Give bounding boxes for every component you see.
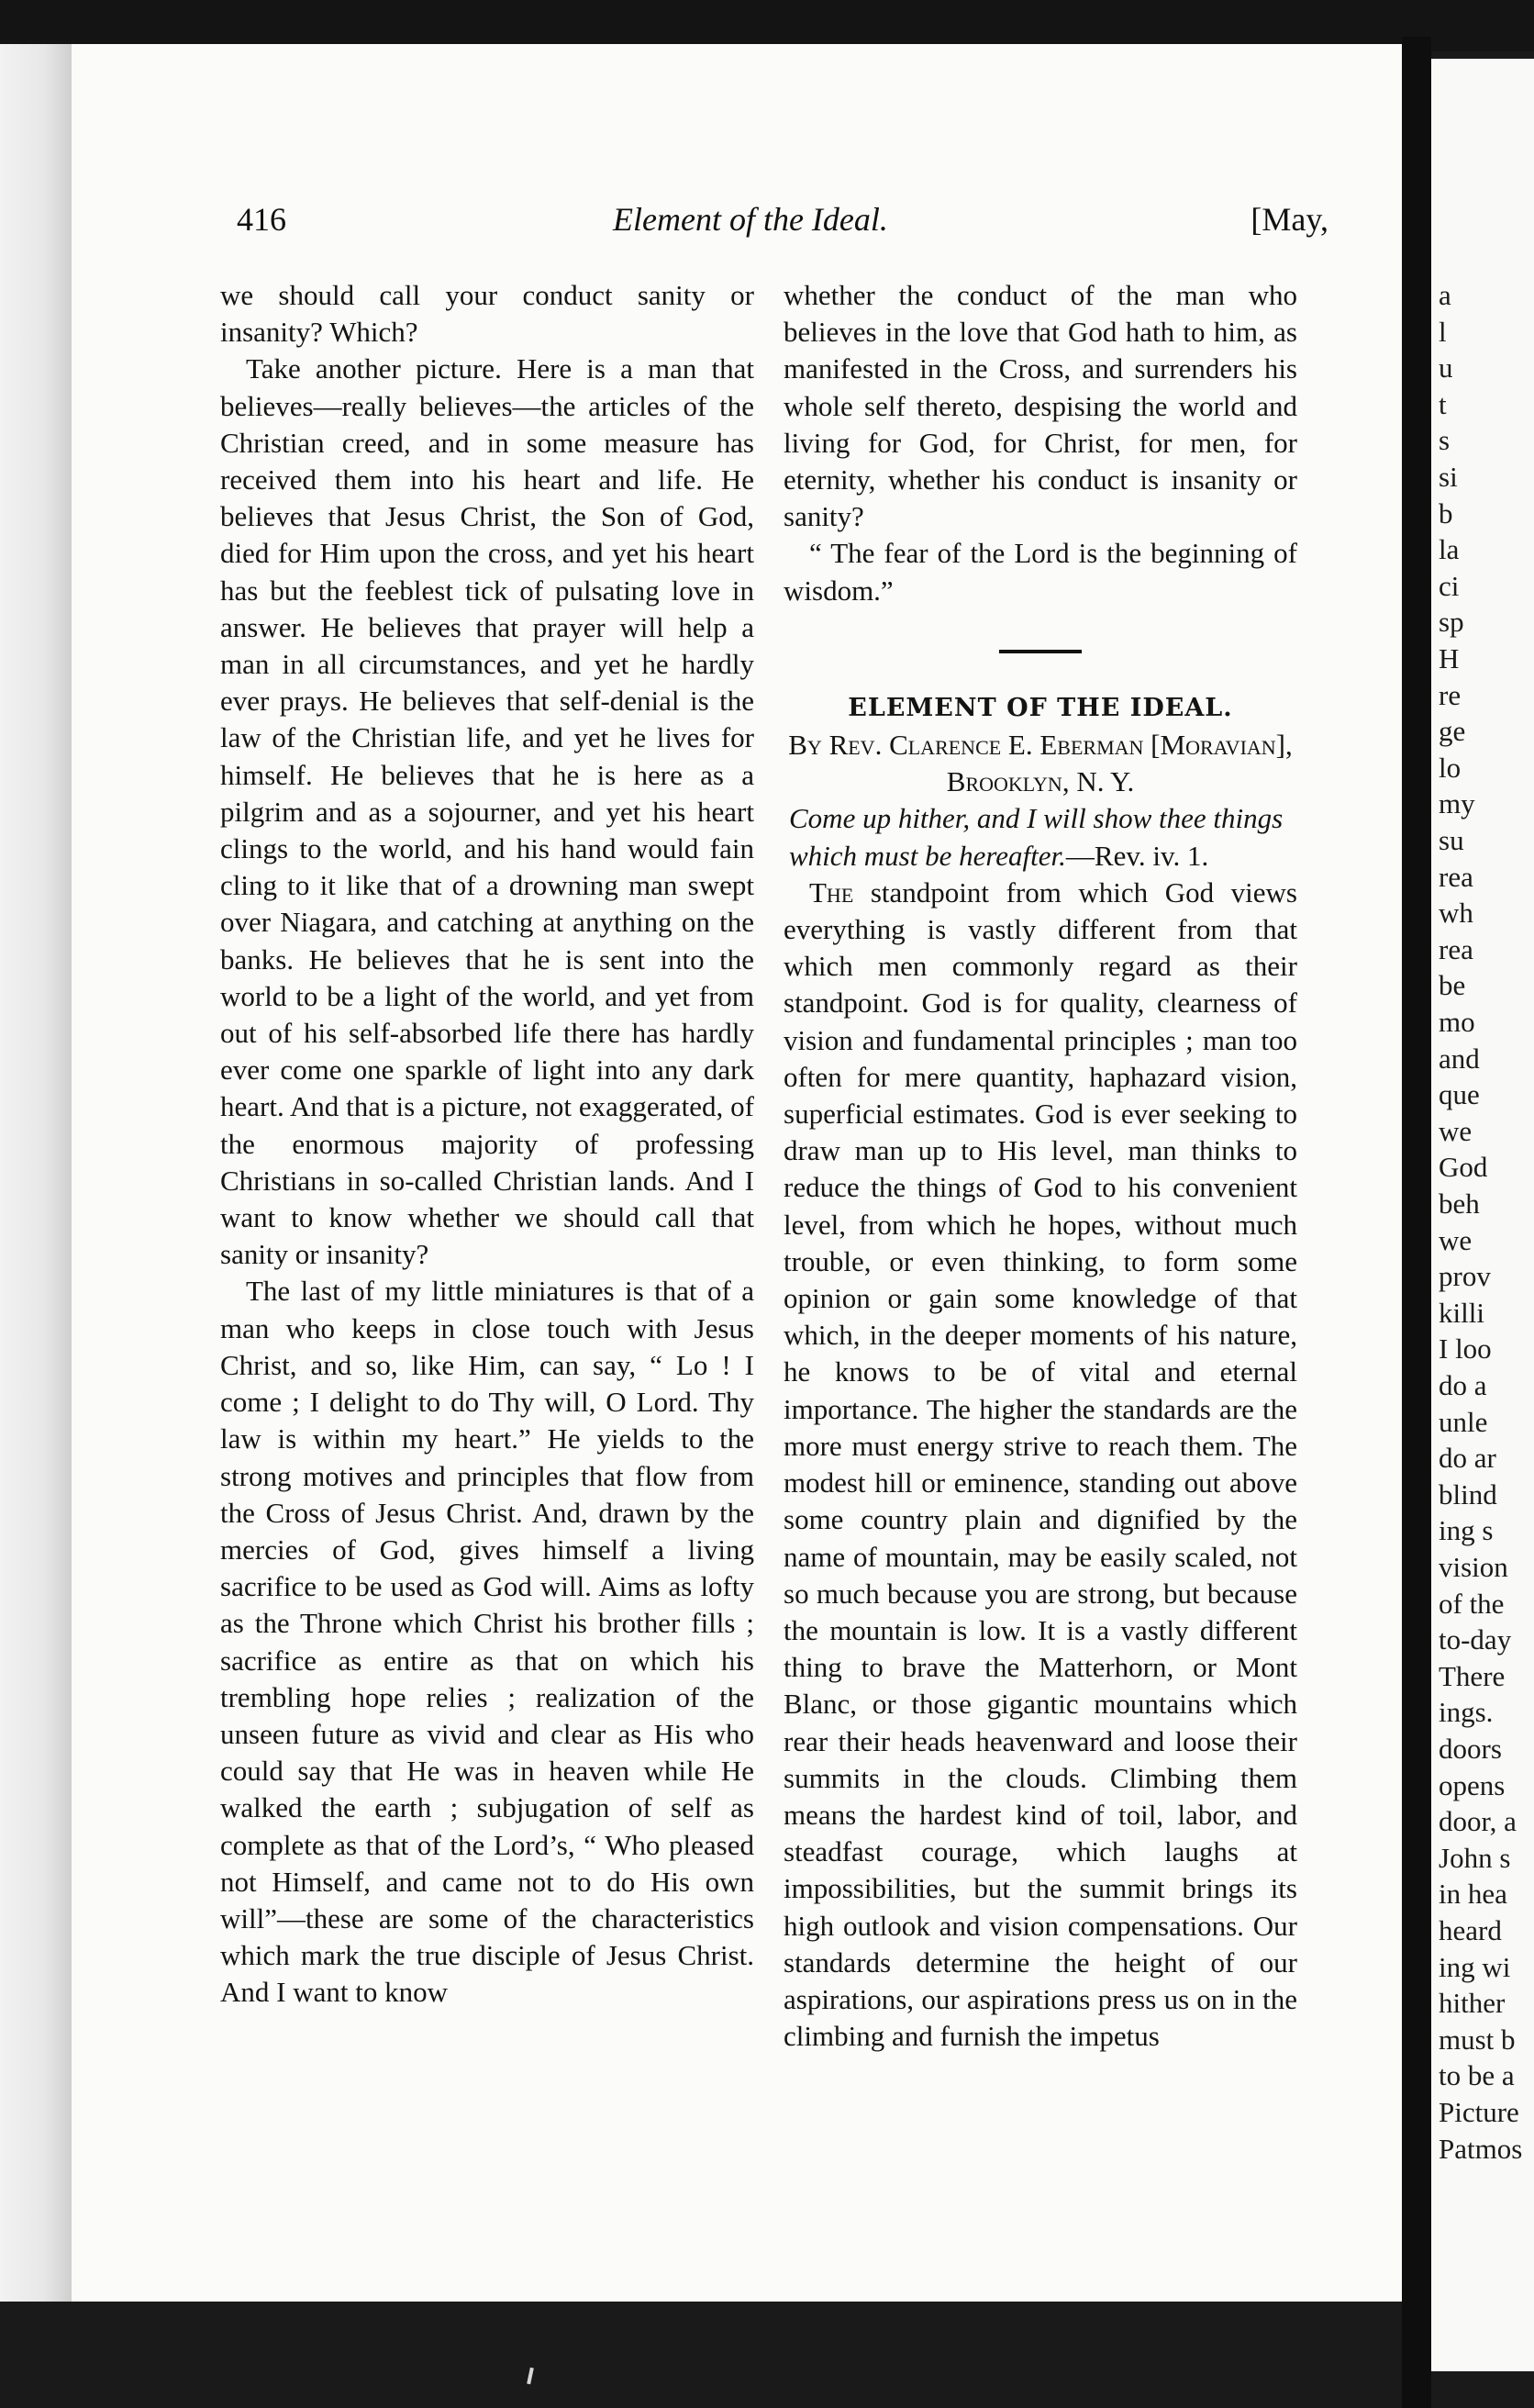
facing-page-fragment: a <box>1439 279 1451 311</box>
facing-page-fragment: que <box>1439 1078 1480 1111</box>
facing-page-fragment: hither <box>1439 1987 1506 2020</box>
facing-page-fragment: ing wi <box>1439 1950 1511 1983</box>
facing-page-fragment: sp <box>1439 606 1464 639</box>
running-month: [May, <box>1251 201 1328 238</box>
facing-page-fragment: unle <box>1439 1405 1488 1438</box>
facing-page-fragment: killi <box>1439 1296 1484 1329</box>
paragraph: whether the conduct of the man who believes in the love that God hath to him, as manifested in the Cross, and surrenders his whole self thereto, despising the world and living for God, for Christ, for men, for eternity, whether his conduct is insanity or sanity? <box>784 279 1297 533</box>
facing-page-fragment: must b <box>1439 2023 1516 2056</box>
facing-page-fragment: t <box>1439 387 1447 420</box>
facing-page-fragment: wh <box>1439 897 1473 930</box>
running-title: Element of the Ideal. <box>613 201 888 238</box>
left-page-edge <box>0 44 73 2302</box>
facing-page-fragment: in hea <box>1439 1878 1507 1911</box>
epigraph-quote: Come up hither, and I will show thee things which must be hereafter. <box>789 802 1284 872</box>
facing-page-fragment: of the <box>1439 1587 1505 1620</box>
facing-page-fragment: be <box>1439 969 1466 1002</box>
facing-page-fragment: ings. <box>1439 1696 1494 1729</box>
body-first-word: The <box>809 875 854 909</box>
section-divider <box>999 650 1082 653</box>
epigraph <box>784 800 1297 874</box>
facing-page-fragment: H <box>1439 642 1460 674</box>
paragraph: “ The fear of the Lord is the beginning of wisdom.” <box>784 537 1297 607</box>
facing-page-fragment: we <box>1439 1223 1473 1256</box>
facing-page-fragment: doors <box>1439 1733 1502 1765</box>
facing-page-fragment: s <box>1439 424 1451 457</box>
facing-page-fragment: mo <box>1439 1006 1475 1038</box>
article-title: ELEMENT OF THE IDEAL. <box>848 693 1233 722</box>
facing-page-fragment: God <box>1439 1151 1488 1184</box>
facing-page-fragment: su <box>1439 824 1464 856</box>
facing-page-fragment: beh <box>1439 1187 1480 1220</box>
facing-page-fragment: ing s <box>1439 1514 1494 1547</box>
scan-mark <box>527 2368 534 2384</box>
facing-page-fragment: John s <box>1439 1841 1511 1874</box>
facing-page-fragment: blind <box>1439 1477 1497 1511</box>
facing-page-fragment: l <box>1439 315 1447 348</box>
facing-page-fragment: my <box>1439 787 1475 820</box>
facing-page-fragment: lo <box>1439 751 1462 784</box>
facing-page-fragment: u <box>1439 351 1453 385</box>
facing-page-fragment: opens <box>1439 1768 1506 1801</box>
facing-page-edge <box>1431 59 1534 2371</box>
facing-page-fragment: ci <box>1439 569 1460 602</box>
facing-page-fragment: do ar <box>1439 1442 1496 1475</box>
facing-page-fragment: and <box>1439 1042 1480 1075</box>
page-number: 416 <box>237 201 286 238</box>
facing-page-fragment: I loo <box>1439 1332 1492 1366</box>
facing-page-fragment: prov <box>1439 1260 1491 1293</box>
paragraph: we should call your conduct sanity or insanity? Which? <box>220 279 754 349</box>
facing-page-fragment: si <box>1439 461 1458 493</box>
facing-page-fragment: do a <box>1439 1369 1487 1401</box>
facing-page-fragment: vision <box>1439 1551 1508 1583</box>
paragraph: Take another picture. Here is a man that believes—really believes—the articles of the Christian creed, and in some measure has received them into his heart and life. He believes that Jesus Christ, the Son of God, died for Him upon the cross, and yet his heart has but the feeblest tick of pulsating love in answer. He believes that prayer will help a man in all circumstances, and yet he hardly ever prays. He believes that self-denial is the law of the Christian life, and yet he lives for himself. He believes that he is here as a pilgrim and as a sojourner, and yet his heart clings to the world, and his hand would fain cling to it like that of a drowning man swept over Niagara, and catching at anything on the banks. He believes that he is sent into the world to be a light of the world, and yet from out of his self-absorbed life there has hardly ever come one sparkle of light into any dark heart. And that is a picture, not exaggerated, of the enormous majority of professing Christians in so-called Christian lands. And I want to know whether we should call that sanity or insanity? <box>220 352 754 1271</box>
page-header <box>237 200 1328 246</box>
facing-page-fragment: to-day <box>1439 1623 1512 1656</box>
facing-page-fragment: la <box>1439 533 1460 566</box>
facing-page-fragment: re <box>1439 678 1462 711</box>
book-gutter <box>1402 37 1431 2408</box>
facing-page-fragment: door, a <box>1439 1805 1517 1838</box>
facing-page-fragment: rea <box>1439 932 1473 965</box>
facing-page-fragment: Patmos <box>1439 2132 1523 2165</box>
facing-page-fragment: we <box>1439 1114 1473 1147</box>
byline: By Rev. Clarence E. Eberman [Moravian], Brooklyn, N. Y. <box>788 729 1293 798</box>
paragraph: The last of my little miniatures is that of a man who keeps in close touch with Jesus Christ, and so, like Him, can say, “ Lo ! I come ; I delight to do Thy will, O Lord. Thy law is within my heart.” He yields to the strong motives and principles that flow from the Cross of Jesus Christ. And, drawn by the mercies of God, gives himself a living sacrifice to be used as God will. Aims as lofty as the Throne which Christ his brother fills ; sacrifice as entire as that on which his trembling hope relies ; realization of the unseen future as vivid and clear as His who could say that He was in heaven while He walked the earth ; subjugation of self as complete as that of the Lord’s, “ Who pleased not Himself, and came not to do His own will”—these are some of the characteristics which mark the true disciple of Jesus Christ. And I want to know <box>220 1275 754 2009</box>
facing-page-fragment: There <box>1439 1659 1506 1692</box>
epigraph-reference: —Rev. iv. 1. <box>1065 839 1209 872</box>
facing-page-fragment: b <box>1439 496 1453 530</box>
article-body <box>784 875 1297 2056</box>
facing-page-fragment: ge <box>1439 715 1466 748</box>
left-column <box>220 277 754 2012</box>
facing-page-fragment: Picture <box>1439 2096 1519 2128</box>
body-text: standpoint from which God views everything is vastly different from that which men commonly regard as their standpoint. God is for quality, clearness of vision and fundamental principles ; man too often for mere quantity, haphazard vision, superficial estimates. God is ever seeking to draw man up to His level, man thinks to reduce the things of God to his convenient level, from which he hopes, without much trouble, or even thinking, to form some opinion or gain some knowledge of that which, in the deeper moments of his nature, he knows to be of vital and eternal importance. The higher the standards are the more must energy strive to reach them. The modest hill or eminence, standing out above some country plain and dignified by the name of mountain, may be easily scaled, not so much because you are strong, but because the mountain is low. It is a vastly different thing to brave the Matterhorn, or Mont Blanc, or those gigantic mountains which rear their heads heavenward and loose their summits in the clouds. Climbing them means the hardest kind of toil, labor, and steadfast courage, which laughs at impossibilities, but the summit brings its high outlook and vision compensations. Our standards determine the height of our aspirations, our aspirations press us on in the climbing and furnish the impetus <box>784 875 1297 2053</box>
facing-page-fragment: rea <box>1439 860 1473 893</box>
facing-page-fragment: to be a <box>1439 2059 1515 2092</box>
facing-page-fragment: heard <box>1439 1914 1502 1946</box>
right-column <box>784 277 1297 2055</box>
